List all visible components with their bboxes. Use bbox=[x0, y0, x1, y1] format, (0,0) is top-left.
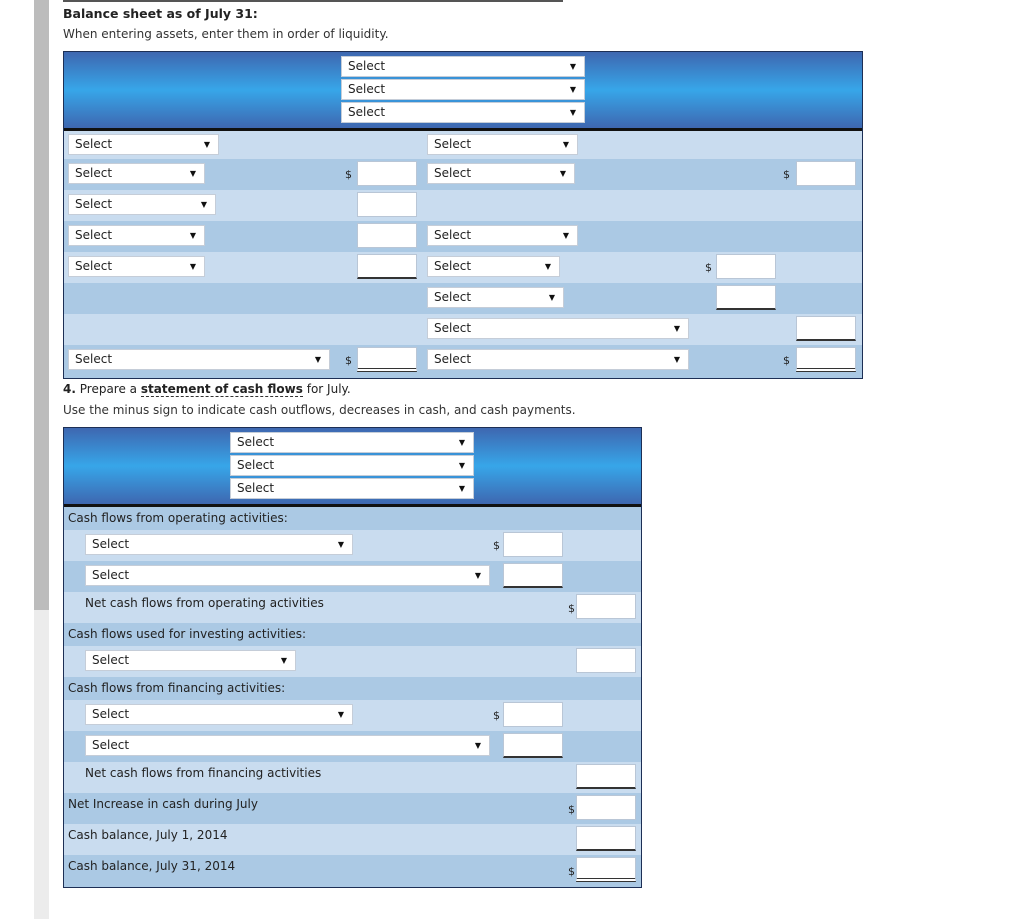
balance-sheet-panel bbox=[63, 51, 863, 379]
equity-select-2[interactable]: Select ▼ bbox=[427, 287, 564, 308]
question-number: 4. bbox=[63, 382, 76, 396]
currency-symbol: $ bbox=[568, 803, 575, 816]
chevron-down-icon: ▼ bbox=[200, 200, 207, 209]
header-select-statement[interactable]: Select ▼ bbox=[341, 79, 585, 100]
liability-total-amount[interactable] bbox=[796, 161, 856, 186]
asset-select-4[interactable]: Select ▼ bbox=[68, 256, 205, 277]
header-select-company[interactable]: Select ▼ bbox=[341, 56, 585, 77]
chevron-down-icon: ▼ bbox=[189, 231, 196, 240]
cf-header-select-statement[interactable]: Select ▼ bbox=[230, 455, 474, 476]
net-financing-label: Net cash flows from financing activities bbox=[85, 766, 322, 780]
currency-symbol: $ bbox=[493, 709, 500, 722]
chevron-down-icon: ▼ bbox=[569, 62, 576, 71]
liability-select-1[interactable]: Select ▼ bbox=[427, 163, 575, 184]
cash-balance-end-label: Cash balance, July 31, 2014 bbox=[68, 859, 236, 873]
balance-sheet-header bbox=[64, 52, 862, 131]
investing-select[interactable]: Select ▼ bbox=[85, 650, 296, 671]
total-liabilities-equity-amount[interactable] bbox=[796, 347, 856, 372]
chevron-down-icon: ▼ bbox=[562, 140, 569, 149]
question-4-instruction: Use the minus sign to indicate cash outflows, decreases in cash, and cash payments. bbox=[63, 403, 576, 417]
currency-symbol: $ bbox=[568, 865, 575, 878]
currency-symbol: $ bbox=[345, 354, 352, 367]
operating-select-2[interactable]: Select ▼ bbox=[85, 565, 490, 586]
cash-balance-begin-label: Cash balance, July 1, 2014 bbox=[68, 828, 228, 842]
financing-activities-label: Cash flows from financing activities: bbox=[68, 681, 286, 695]
currency-symbol: $ bbox=[783, 168, 790, 181]
asset-amount-1[interactable] bbox=[357, 161, 417, 186]
currency-symbol: $ bbox=[493, 539, 500, 552]
total-assets-amount[interactable] bbox=[357, 347, 417, 372]
operating-select-1[interactable]: Select ▼ bbox=[85, 534, 353, 555]
divider bbox=[63, 0, 563, 2]
equity-amount-2[interactable] bbox=[716, 285, 776, 310]
asset-amount-2[interactable] bbox=[357, 192, 417, 217]
total-equity-select[interactable]: Select ▼ bbox=[427, 318, 689, 339]
chevron-down-icon: ▼ bbox=[548, 293, 555, 302]
cash-balance-end-amount[interactable] bbox=[576, 857, 636, 882]
chevron-down-icon: ▼ bbox=[562, 231, 569, 240]
net-financing-amount[interactable] bbox=[576, 764, 636, 789]
chevron-down-icon: ▼ bbox=[569, 85, 576, 94]
financing-select-2[interactable]: Select ▼ bbox=[85, 735, 490, 756]
chevron-down-icon: ▼ bbox=[314, 355, 321, 364]
currency-symbol: $ bbox=[568, 602, 575, 615]
investing-activities-label: Cash flows used for investing activities: bbox=[68, 627, 307, 641]
net-operating-amount[interactable] bbox=[576, 594, 636, 619]
currency-symbol: $ bbox=[705, 261, 712, 274]
asset-header-select[interactable]: Select ▼ bbox=[68, 134, 219, 155]
asset-select-3[interactable]: Select ▼ bbox=[68, 225, 205, 246]
chevron-down-icon: ▼ bbox=[189, 262, 196, 271]
chevron-down-icon: ▼ bbox=[474, 741, 481, 750]
cash-balance-begin-amount[interactable] bbox=[576, 826, 636, 851]
chevron-down-icon: ▼ bbox=[203, 140, 210, 149]
operating-activities-label: Cash flows from operating activities: bbox=[68, 511, 288, 525]
chevron-down-icon: ▼ bbox=[280, 656, 287, 665]
equity-select-1[interactable]: Select ▼ bbox=[427, 256, 560, 277]
scrollbar-thumb[interactable] bbox=[34, 0, 49, 610]
operating-amount-1[interactable] bbox=[503, 532, 563, 557]
currency-symbol: $ bbox=[345, 168, 352, 181]
chevron-down-icon: ▼ bbox=[569, 108, 576, 117]
financing-amount-1[interactable] bbox=[503, 702, 563, 727]
statement-of-cash-flows-link[interactable]: statement of cash flows bbox=[140, 382, 303, 396]
asset-select-2[interactable]: Select ▼ bbox=[68, 194, 216, 215]
net-operating-label: Net cash flows from operating activities bbox=[85, 596, 324, 610]
chevron-down-icon: ▼ bbox=[337, 710, 344, 719]
cash-flow-header bbox=[64, 428, 641, 507]
asset-amount-4[interactable] bbox=[357, 254, 417, 279]
currency-symbol: $ bbox=[783, 354, 790, 367]
cf-header-select-date[interactable]: Select ▼ bbox=[230, 478, 474, 499]
total-assets-select[interactable]: Select ▼ bbox=[68, 349, 330, 370]
liabilities-header-select[interactable]: Select ▼ bbox=[427, 134, 578, 155]
net-increase-label: Net Increase in cash during July bbox=[68, 797, 258, 811]
question-4-prompt bbox=[63, 382, 351, 396]
balance-sheet-instruction: When entering assets, enter them in order of liquidity. bbox=[63, 27, 389, 41]
chevron-down-icon: ▼ bbox=[458, 461, 465, 470]
asset-select-1[interactable]: Select ▼ bbox=[68, 163, 205, 184]
cf-header-select-company[interactable]: Select ▼ bbox=[230, 432, 474, 453]
financing-select-1[interactable]: Select ▼ bbox=[85, 704, 353, 725]
investing-amount[interactable] bbox=[576, 648, 636, 673]
question-suffix: for July. bbox=[306, 382, 351, 396]
total-equity-amount[interactable] bbox=[796, 316, 856, 341]
chevron-down-icon: ▼ bbox=[673, 324, 680, 333]
total-liabilities-equity-select[interactable]: Select ▼ bbox=[427, 349, 689, 370]
chevron-down-icon: ▼ bbox=[544, 262, 551, 271]
financing-amount-2[interactable] bbox=[503, 733, 563, 758]
balance-sheet-title: Balance sheet as of July 31: bbox=[63, 6, 258, 21]
equity-amount-1[interactable] bbox=[716, 254, 776, 279]
operating-amount-2[interactable] bbox=[503, 563, 563, 588]
asset-amount-3[interactable] bbox=[357, 223, 417, 248]
chevron-down-icon: ▼ bbox=[474, 571, 481, 580]
chevron-down-icon: ▼ bbox=[559, 169, 566, 178]
chevron-down-icon: ▼ bbox=[458, 438, 465, 447]
equity-header-select[interactable]: Select ▼ bbox=[427, 225, 578, 246]
question-prefix: Prepare a bbox=[79, 382, 138, 396]
chevron-down-icon: ▼ bbox=[673, 355, 680, 364]
chevron-down-icon: ▼ bbox=[458, 484, 465, 493]
chevron-down-icon: ▼ bbox=[189, 169, 196, 178]
header-select-date[interactable]: Select ▼ bbox=[341, 102, 585, 123]
chevron-down-icon: ▼ bbox=[337, 540, 344, 549]
net-increase-amount[interactable] bbox=[576, 795, 636, 820]
cash-flow-panel bbox=[63, 427, 642, 888]
